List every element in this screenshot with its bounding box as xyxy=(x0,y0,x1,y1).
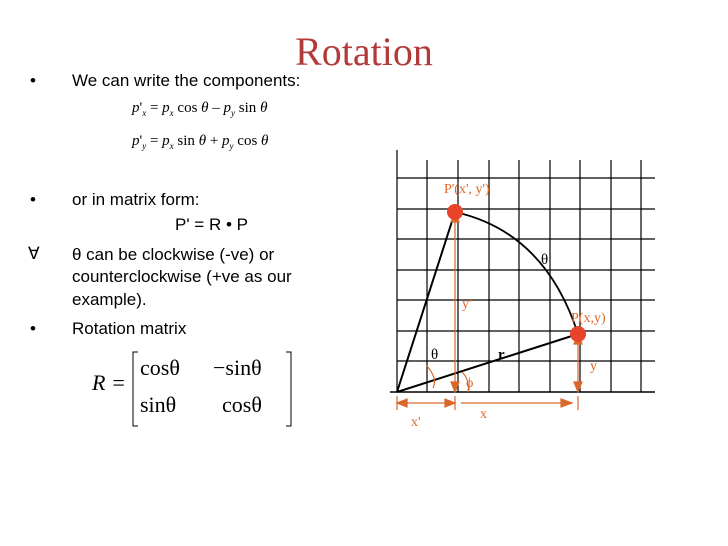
bullet-marker: • xyxy=(30,319,36,338)
label-x: x xyxy=(480,407,487,422)
label-theta-angle: θ xyxy=(431,347,439,363)
label-theta-arc: θ xyxy=(541,252,549,268)
label-y: y xyxy=(590,359,597,374)
point-p-prime xyxy=(447,204,463,220)
matrix-r2c2: cosθ xyxy=(222,392,262,417)
bullet-rotation-matrix: Rotation matrix xyxy=(72,319,187,338)
point-p xyxy=(570,326,586,342)
bullet-components: We can write the components: xyxy=(72,71,301,90)
bullet-marker: • xyxy=(30,190,36,209)
label-p-prime: P'(x', y') xyxy=(444,182,490,197)
label-y-prime: y' xyxy=(462,297,472,312)
equation-px: $p'_x = p_x$ cos θ – $p_y$ sin θ xyxy=(132,100,268,118)
vector-p xyxy=(397,334,578,392)
bullet-direction-line3: example). xyxy=(72,290,147,309)
grid xyxy=(390,150,655,392)
equation-py: $p'_y = p_x$ $\sin \theta + p_y$ cos θ xyxy=(132,133,269,151)
matrix-brackets xyxy=(133,352,291,426)
matrix-lhs: R = xyxy=(92,370,126,395)
label-r: r xyxy=(498,347,505,363)
matrix-product-formula: P' = R • P xyxy=(175,215,248,234)
bullet-marker: • xyxy=(30,71,36,90)
matrix-r1c1: cosθ xyxy=(140,355,180,380)
label-p: P(x,y) xyxy=(571,311,606,326)
forall-marker: ∀ xyxy=(28,244,40,263)
bullet-direction-line2: counterclockwise (+ve as our xyxy=(72,267,292,286)
bullet-direction-line1: θ can be clockwise (-ve) or xyxy=(72,245,275,264)
label-x-prime: x' xyxy=(411,415,421,430)
slide-title: Rotation xyxy=(295,29,433,74)
matrix-r1c2: −sinθ xyxy=(213,355,262,380)
rotation-arc xyxy=(455,212,578,334)
matrix-r2c1: sinθ xyxy=(140,392,177,417)
label-phi: ϕ xyxy=(466,376,474,391)
bullet-matrix-form: or in matrix form: xyxy=(72,190,200,209)
